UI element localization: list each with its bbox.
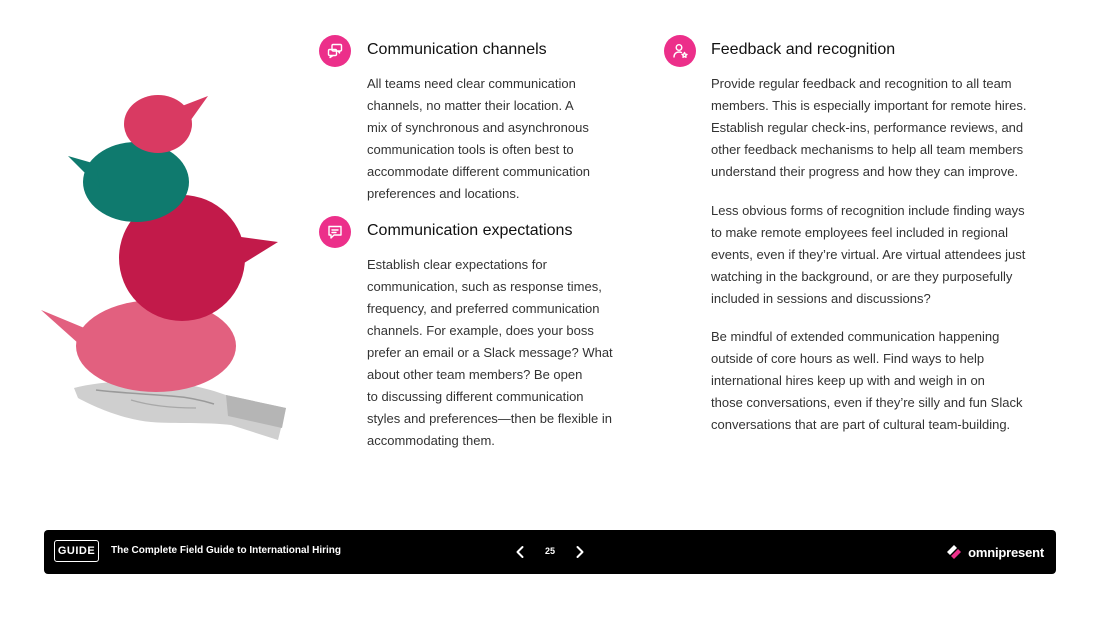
text-line: styles and preferences—then be flexible in xyxy=(367,411,612,426)
text-line: communication, such as response times, xyxy=(367,279,602,294)
chevron-right-icon xyxy=(574,545,586,559)
text-line: All teams need clear communication xyxy=(367,76,576,91)
text-line: other feedback mechanisms to help all team members xyxy=(711,142,1024,157)
teal-speech-bubble xyxy=(68,142,189,222)
text-line: channels, no matter their location. A xyxy=(367,98,574,113)
text-line: mix of synchronous and asynchronous xyxy=(367,120,589,135)
text-line: events, even if they’re virtual. Are virtual attendees just xyxy=(711,247,1026,262)
chevron-left-icon xyxy=(514,545,526,559)
section-body xyxy=(367,73,637,205)
message-lines-icon xyxy=(319,216,351,248)
text-line: international hires keep up with and weigh in on xyxy=(711,373,985,388)
text-line: Establish clear expectations for xyxy=(367,257,547,272)
text-line: prefer an email or a Slack message? What xyxy=(367,345,613,360)
page-number: 25 xyxy=(544,546,555,556)
section-title: Communication channels xyxy=(367,41,547,58)
text-line: to make remote employees feel included in regional xyxy=(711,225,1009,240)
text-line: Less obvious forms of recognition include finding ways xyxy=(711,203,1025,218)
text-line: Establish regular check-ins, performance reviews, and xyxy=(711,120,1024,135)
text-line: channels. For example, does your boss xyxy=(367,323,594,338)
text-line: to discussing different communication xyxy=(367,389,584,404)
text-line: included in sessions and discussions? xyxy=(711,291,931,306)
text-line: Be mindful of extended communication happening xyxy=(711,329,1000,344)
section-paragraph xyxy=(711,73,1061,183)
text-line: accommodating them. xyxy=(367,433,495,448)
text-line: those conversations, even if they’re silly and fun Slack xyxy=(711,395,1023,410)
text-line: preferences and locations. xyxy=(367,186,520,201)
text-line: about other team members? Be open xyxy=(367,367,583,382)
text-line: frequency, and preferred communication xyxy=(367,301,600,316)
hand-image xyxy=(74,381,286,440)
omnipresent-logo-icon xyxy=(945,543,963,561)
footer-bar xyxy=(44,530,1056,574)
top-speech-bubble xyxy=(124,95,208,153)
text-line: outside of core hours as well. Find ways to help xyxy=(711,351,985,366)
next-page-button[interactable] xyxy=(570,542,590,562)
chat-bubbles-icon xyxy=(319,35,351,67)
section-paragraph xyxy=(711,200,1061,310)
text-line: members. This is especially important for remote hires. xyxy=(711,98,1027,113)
brand-logo[interactable] xyxy=(945,542,1044,562)
text-line: communication tools is often best to xyxy=(367,142,574,157)
section-title: Communication expectations xyxy=(367,222,573,239)
text-line: understand their progress and how they can improve. xyxy=(711,164,1019,179)
text-line: Provide regular feedback and recognition to all team xyxy=(711,76,1012,91)
brand-name: omnipresent xyxy=(968,544,1044,560)
text-line: conversations that are part of cultural team-building. xyxy=(711,417,1011,432)
section-paragraph xyxy=(711,326,1061,436)
user-star-icon xyxy=(664,35,696,67)
previous-page-button[interactable] xyxy=(510,542,530,562)
guide-badge: GUIDE xyxy=(54,540,99,562)
speech-bubbles-illustration xyxy=(36,90,296,450)
section-title: Feedback and recognition xyxy=(711,41,896,58)
text-line: accommodate different communication xyxy=(367,164,591,179)
document-title: The Complete Field Guide to International Hiring xyxy=(111,545,342,556)
section-body xyxy=(367,254,647,452)
text-line: watching in the background, or are they purposefully xyxy=(711,269,1013,284)
